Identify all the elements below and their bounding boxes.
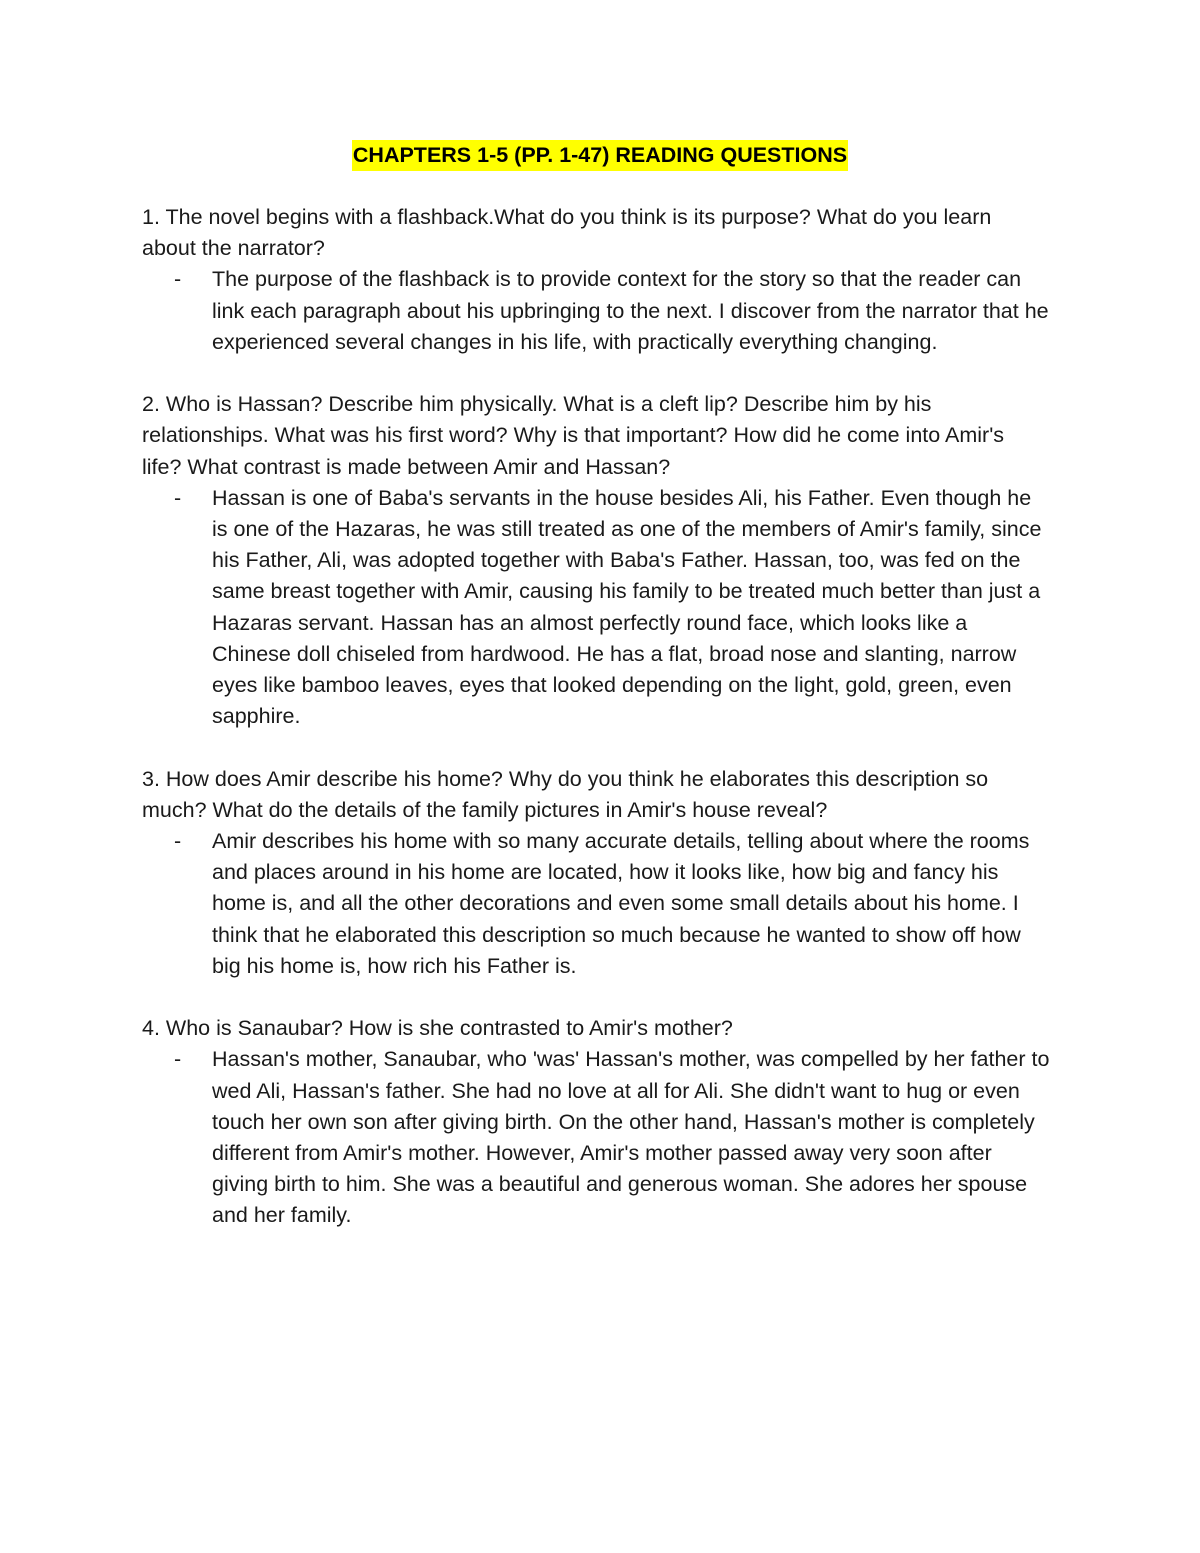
question-text: 2. Who is Hassan? Describe him physically. What is a cleft lip? Describe him by his relationships. What was his first word? Why is that important? How did he come into Amir's life? What contrast is made between Amir and Hassan? (142, 392, 1005, 479)
answer-text: Hassan is one of Baba's servants in the house besides Ali, his Father. Even though he is one of the Hazaras, he was still treated as one of the members of Amir's family, since his Father, Ali, was adopted together with Baba's Father. Hassan, too, was fed on the same breast together with Amir, causing his family to be treated much better than just a Hazaras servant. Hassan has an almost perfectly round face, which looks like a Chinese doll chiseled from hardwood. He has a flat, broad nose and slanting, narrow eyes like bamboo leaves, eyes that looked depending on the light, gold, green, even sapphire. (212, 485, 1042, 729)
answer-item (142, 1044, 1062, 1231)
bullet-dash: - (174, 267, 182, 292)
questions-list (142, 202, 1062, 1263)
question-text: 1. The novel begins with a flashback.What do you think is its purpose? What do you learn about the narrator? (142, 205, 992, 261)
question-block-3 (142, 764, 1062, 982)
bullet-dash: - (174, 1047, 182, 1072)
answer-text: Hassan's mother, Sanaubar, who 'was' Hassan's mother, was compelled by her father to wed Ali, Hassan's father. She had no love at all for Ali. She didn't want to hug or even touch her own son after giving birth. On the other hand, Hassan's mother is completely different from Amir's mother. However, Amir's mother passed away very soon after giving birth to him. She was a beautiful and generous woman. She adores her spouse and her family. (212, 1047, 1050, 1228)
answer-item (142, 483, 1062, 733)
answer-item (142, 826, 1062, 982)
question-block-2 (142, 389, 1062, 732)
title-block (0, 140, 1200, 171)
bullet-dash: - (174, 485, 182, 510)
page-title: CHAPTERS 1-5 (PP. 1-47) READING QUESTIONS (352, 140, 848, 171)
answer-text: The purpose of the flashback is to provide context for the story so that the reader can link each paragraph about his upbringing to the next. I discover from the narrator that he experienced several changes in his life, with practically everything changing. (212, 267, 1049, 354)
question-text: 4. Who is Sanaubar? How is she contrasted to Amir's mother? (142, 1016, 733, 1041)
question-text: 3. How does Amir describe his home? Why do you think he elaborates this description so much? What do the details of the family pictures in Amir's house reveal? (142, 766, 989, 822)
answer-item (142, 264, 1062, 358)
question-block-1 (142, 202, 1062, 358)
bullet-dash: - (174, 829, 182, 854)
answer-text: Amir describes his home with so many accurate details, telling about where the rooms and places around in his home are located, how it looks like, how big and fancy his home is, and all the other decorations and even some small details about his home. I think that he elaborated this description so much because he wanted to show off how big his home is, how rich his Father is. (212, 829, 1030, 978)
question-block-4 (142, 1013, 1062, 1231)
